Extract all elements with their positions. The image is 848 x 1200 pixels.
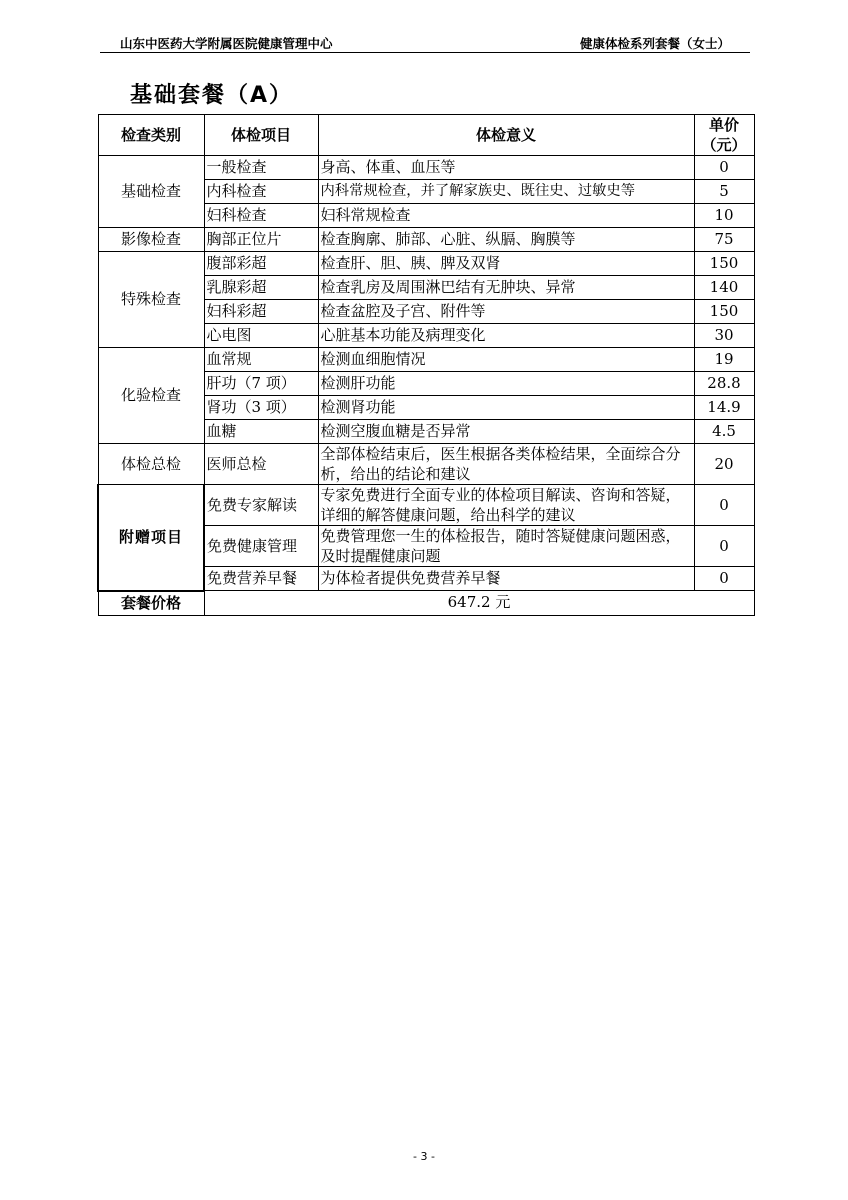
price-cell: 14.9 (694, 396, 754, 420)
item-cell: 内科检查 (204, 180, 318, 204)
total-price-label: 套餐价格 (98, 591, 204, 616)
price-cell: 20 (694, 444, 754, 485)
item-cell: 腹部彩超 (204, 252, 318, 276)
meaning-cell: 检查乳房及周围淋巴结有无肿块、异常 (318, 276, 694, 300)
meaning-cell: 免费管理您一生的体检报告，随时答疑健康问题困惑，及时提醒健康问题 (318, 526, 694, 567)
meaning-cell: 专家免费进行全面专业的体检项目解读、咨询和答疑，详细的解答健康问题，给出科学的建议 (318, 485, 694, 526)
meaning-cell: 为体检者提供免费营养早餐 (318, 567, 694, 591)
table-header-row (98, 115, 754, 156)
price-cell: 10 (694, 204, 754, 228)
meaning-cell: 检测肝功能 (318, 372, 694, 396)
price-cell: 150 (694, 252, 754, 276)
page-title: 基础套餐（A） (130, 83, 294, 108)
price-cell: 5 (694, 180, 754, 204)
price-cell: 30 (694, 324, 754, 348)
item-cell: 乳腺彩超 (204, 276, 318, 300)
meaning-cell: 检查盆腔及子宫、附件等 (318, 300, 694, 324)
col-header-meaning: 体检意义 (318, 115, 694, 156)
meaning-cell: 检测空腹血糖是否异常 (318, 420, 694, 444)
category-cell: 化验检查 (98, 348, 204, 444)
price-cell: 0 (694, 156, 754, 180)
item-cell: 一般检查 (204, 156, 318, 180)
meaning-cell: 妇科常规检查 (318, 204, 694, 228)
header-package-series: 健康体检系列套餐（女士） (579, 36, 730, 51)
total-price-value: 647.2 元 (204, 591, 754, 616)
category-cell: 体检总检 (98, 444, 204, 485)
meaning-cell: 全部体检结束后，医生根据各类体检结果，全面综合分析，给出的结论和建议 (318, 444, 694, 485)
table-row (98, 444, 754, 485)
meaning-cell: 检查胸廓、肺部、心脏、纵膈、胸膜等 (318, 228, 694, 252)
price-cell: 28.8 (694, 372, 754, 396)
page-number: - 3 - (413, 1150, 435, 1163)
extra-category-cell: 附赠项目 (98, 485, 204, 591)
price-cell: 75 (694, 228, 754, 252)
category-cell: 特殊检查 (98, 252, 204, 348)
item-cell: 医师总检 (204, 444, 318, 485)
price-cell: 0 (694, 485, 754, 526)
package-table (97, 114, 755, 616)
category-cell: 影像检查 (98, 228, 204, 252)
table-row (98, 485, 754, 526)
price-cell: 150 (694, 300, 754, 324)
col-header-item: 体检项目 (204, 115, 318, 156)
price-cell: 0 (694, 526, 754, 567)
item-cell: 妇科检查 (204, 204, 318, 228)
item-cell: 心电图 (204, 324, 318, 348)
item-cell: 肝功（7 项） (204, 372, 318, 396)
page-header (100, 32, 750, 53)
price-cell: 4.5 (694, 420, 754, 444)
price-cell: 0 (694, 567, 754, 591)
col-header-price: 单价 （元） (694, 115, 754, 156)
item-cell: 免费健康管理 (204, 526, 318, 567)
price-cell: 140 (694, 276, 754, 300)
category-cell: 基础检查 (98, 156, 204, 228)
item-cell: 免费营养早餐 (204, 567, 318, 591)
item-cell: 肾功（3 项） (204, 396, 318, 420)
meaning-cell: 身高、体重、血压等 (318, 156, 694, 180)
total-price-row (98, 591, 754, 616)
table-row (98, 228, 754, 252)
meaning-cell: 检查肝、胆、胰、脾及双肾 (318, 252, 694, 276)
table-row (98, 252, 754, 276)
meaning-cell: 检测肾功能 (318, 396, 694, 420)
meaning-cell: 心脏基本功能及病理变化 (318, 324, 694, 348)
price-cell: 19 (694, 348, 754, 372)
table-row (98, 156, 754, 180)
item-cell: 血糖 (204, 420, 318, 444)
table-row (98, 348, 754, 372)
header-hospital-name: 山东中医药大学附属医院健康管理中心 (120, 36, 333, 51)
col-header-category: 检查类别 (98, 115, 204, 156)
item-cell: 胸部正位片 (204, 228, 318, 252)
item-cell: 血常规 (204, 348, 318, 372)
item-cell: 妇科彩超 (204, 300, 318, 324)
meaning-cell: 内科常规检查，并了解家族史、既往史、过敏史等 (318, 180, 694, 204)
item-cell: 免费专家解读 (204, 485, 318, 526)
meaning-cell: 检测血细胞情况 (318, 348, 694, 372)
